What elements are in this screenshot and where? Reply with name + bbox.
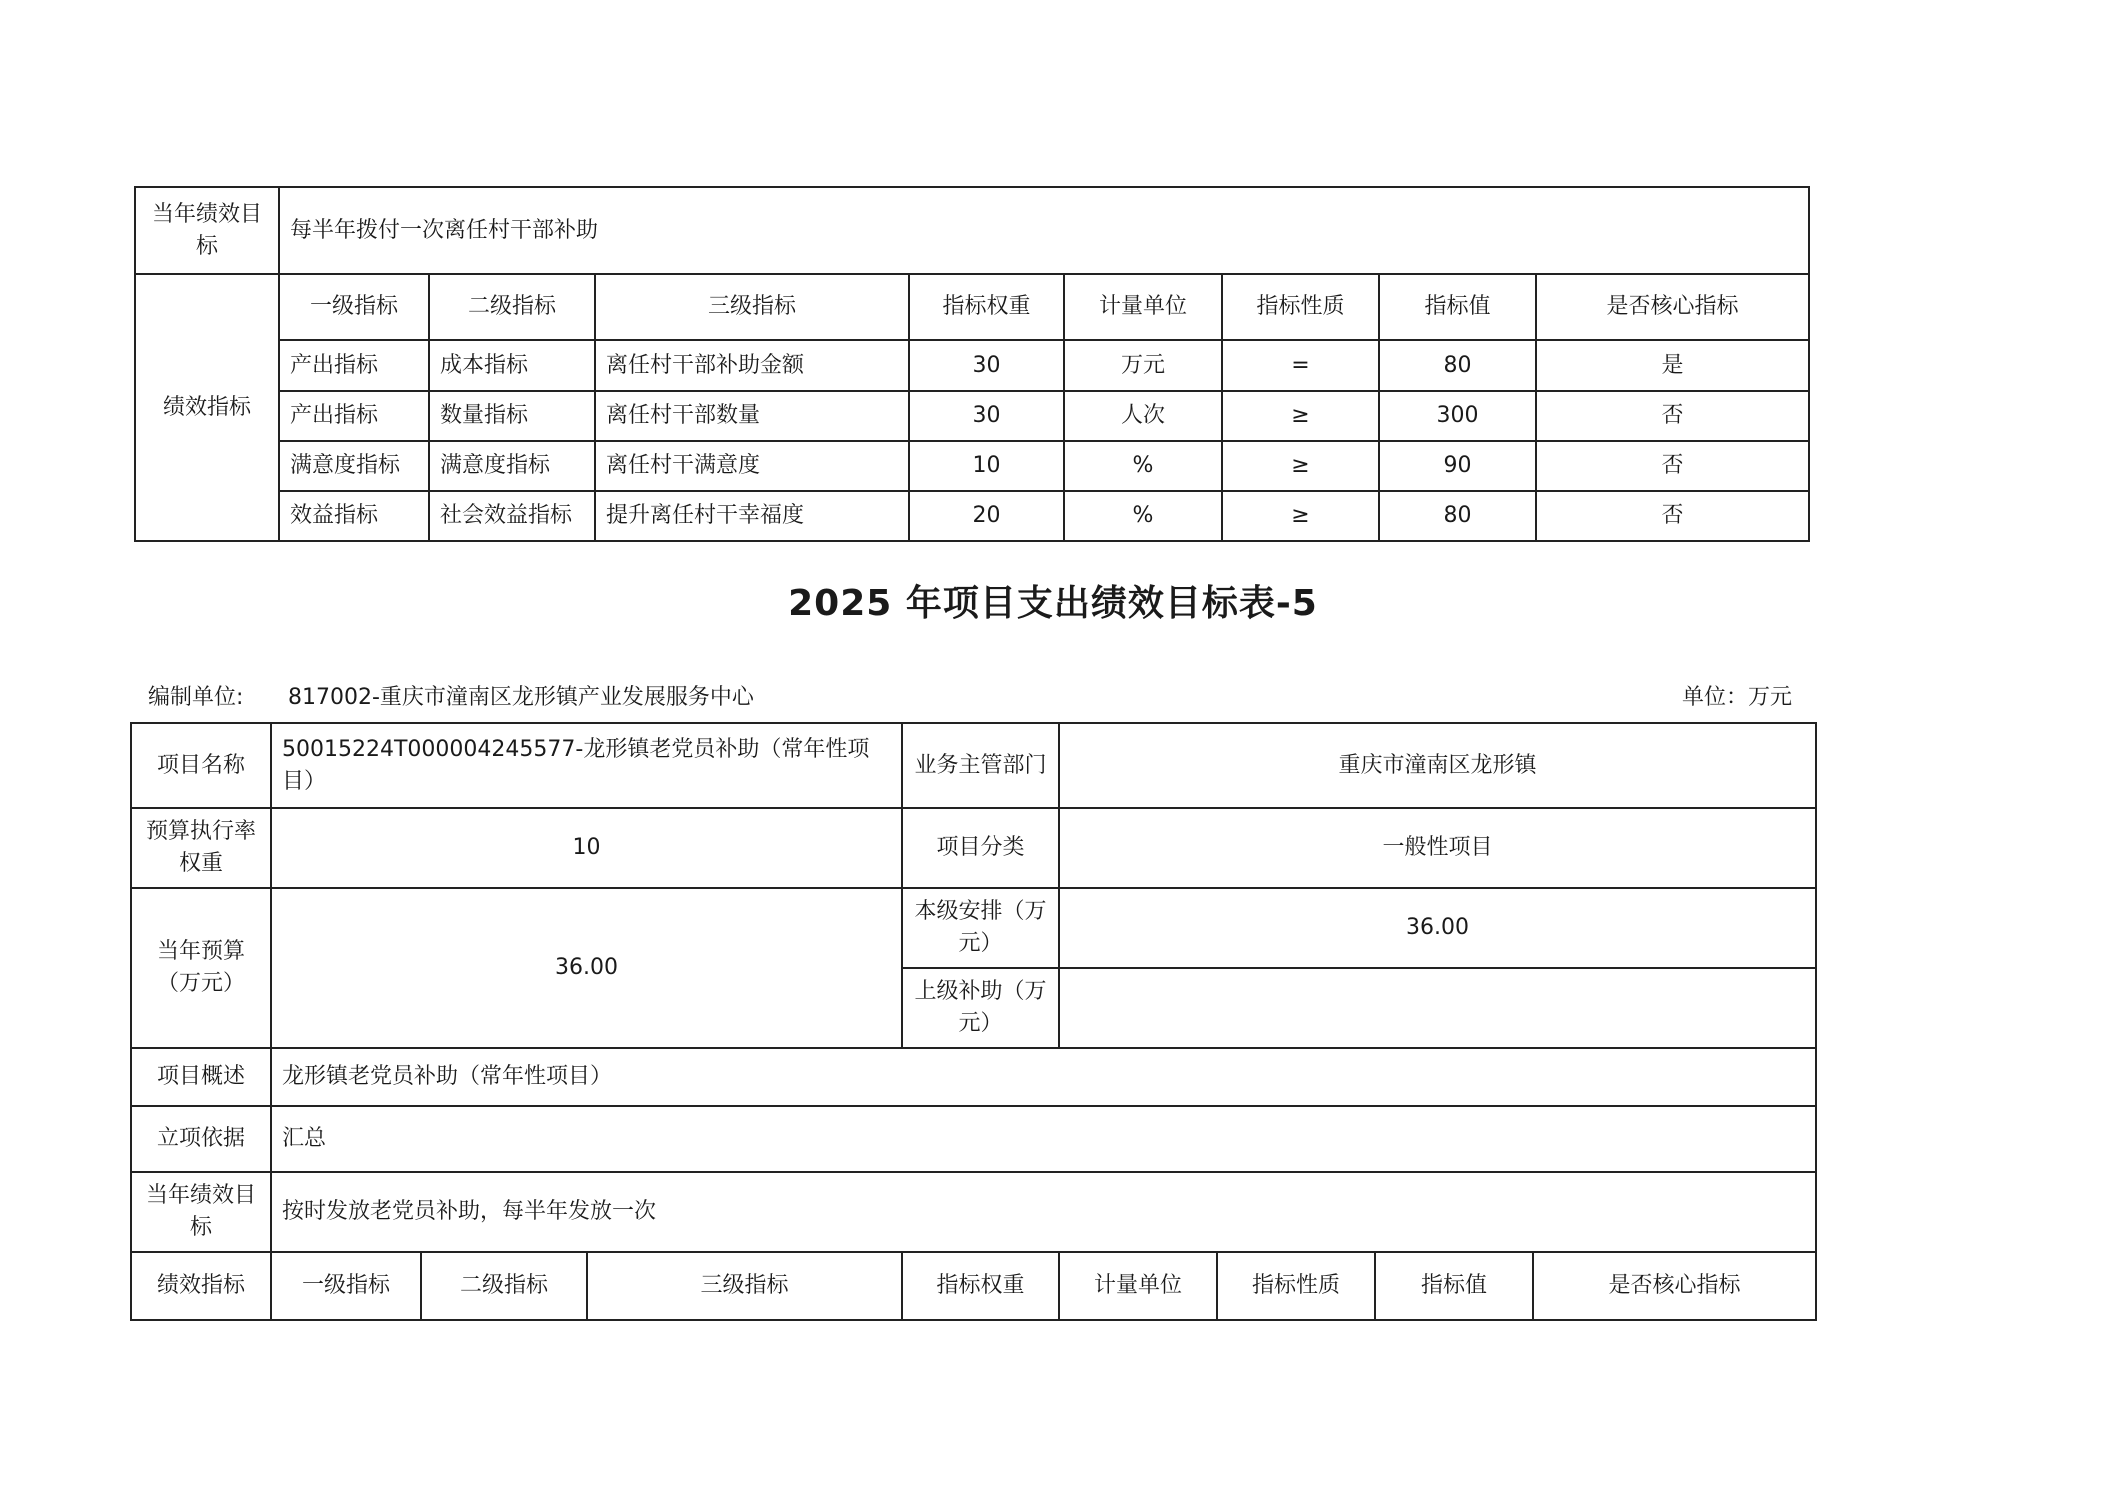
cell-nature: ≥	[1222, 391, 1379, 441]
cell-nature: ≥	[1222, 491, 1379, 541]
header-nature: 指标性质	[1217, 1252, 1375, 1320]
cell-core: 否	[1536, 391, 1809, 441]
cell-value: 300	[1379, 391, 1536, 441]
project-name-label: 项目名称	[131, 723, 271, 808]
cell-core: 否	[1536, 491, 1809, 541]
indicators-label: 绩效指标	[135, 274, 279, 541]
cell-weight: 30	[909, 391, 1064, 441]
cell-nature: =	[1222, 340, 1379, 391]
cell-level-2: 成本指标	[429, 340, 595, 391]
cell-level-1: 满意度指标	[279, 441, 429, 491]
header-core: 是否核心指标	[1533, 1252, 1816, 1320]
table-row	[135, 441, 1809, 491]
cell-core: 是	[1536, 340, 1809, 391]
header-nature: 指标性质	[1222, 274, 1379, 340]
performance-table-bottom	[130, 722, 1817, 1321]
annual-goal-row	[135, 187, 1809, 274]
basis-row	[131, 1106, 1816, 1172]
cell-weight: 20	[909, 491, 1064, 541]
annual-goal-label: 当年绩效目标	[135, 187, 279, 274]
basis-value: 汇总	[271, 1106, 1816, 1172]
cell-unit: %	[1064, 491, 1222, 541]
header-weight: 指标权重	[909, 274, 1064, 340]
performance-table-top	[134, 186, 1810, 542]
cell-value: 80	[1379, 491, 1536, 541]
org-unit-value: 817002-重庆市潼南区龙形镇产业发展服务中心	[288, 685, 754, 710]
budget-value: 36.00	[271, 888, 902, 1048]
goal-label: 当年绩效目标	[131, 1172, 271, 1252]
basis-label: 立项依据	[131, 1106, 271, 1172]
category-label: 项目分类	[902, 808, 1059, 888]
overview-row	[131, 1048, 1816, 1106]
project-name-row	[131, 723, 1816, 808]
header-value: 指标值	[1379, 274, 1536, 340]
cell-core: 否	[1536, 441, 1809, 491]
header-level-1: 一级指标	[271, 1252, 421, 1320]
overview-value: 龙形镇老党员补助（常年性项目）	[271, 1048, 1816, 1106]
indicators-label: 绩效指标	[131, 1252, 271, 1320]
upper-budget-value	[1059, 968, 1816, 1048]
header-unit: 计量单位	[1059, 1252, 1217, 1320]
cell-level-1: 产出指标	[279, 340, 429, 391]
dept-value: 重庆市潼南区龙形镇	[1059, 723, 1816, 808]
org-unit-label: 编制单位:	[148, 685, 244, 710]
header-level-3: 三级指标	[587, 1252, 902, 1320]
cell-level-3: 提升离任村干幸福度	[595, 491, 909, 541]
dept-label: 业务主管部门	[902, 723, 1059, 808]
cell-nature: ≥	[1222, 441, 1379, 491]
cell-level-2: 社会效益指标	[429, 491, 595, 541]
exec-rate-label: 预算执行率权重	[131, 808, 271, 888]
header-level-2: 二级指标	[429, 274, 595, 340]
cell-unit: 万元	[1064, 340, 1222, 391]
category-value: 一般性项目	[1059, 808, 1816, 888]
budget-label: 当年预算（万元）	[131, 888, 271, 1048]
indicator-header-row	[131, 1252, 1816, 1320]
cell-weight: 10	[909, 441, 1064, 491]
cell-level-1: 产出指标	[279, 391, 429, 441]
cell-value: 90	[1379, 441, 1536, 491]
goal-value: 按时发放老党员补助，每半年发放一次	[271, 1172, 1816, 1252]
goal-row	[131, 1172, 1816, 1252]
cell-level-3: 离任村干部补助金额	[595, 340, 909, 391]
header-value: 指标值	[1375, 1252, 1533, 1320]
annual-goal-value: 每半年拨付一次离任村干部补助	[279, 187, 1809, 274]
cell-level-3: 离任村干满意度	[595, 441, 909, 491]
cell-level-2: 满意度指标	[429, 441, 595, 491]
table-row	[135, 491, 1809, 541]
page-title: 2025 年项目支出绩效目标表-5	[788, 583, 1318, 624]
indicator-header-row	[135, 274, 1809, 340]
exec-rate-value: 10	[271, 808, 902, 888]
cell-unit: 人次	[1064, 391, 1222, 441]
cell-unit: %	[1064, 441, 1222, 491]
currency-unit: 单位：万元	[1682, 685, 1793, 710]
cell-level-3: 离任村干部数量	[595, 391, 909, 441]
local-budget-label: 本级安排（万元）	[902, 888, 1059, 968]
table-row	[135, 391, 1809, 441]
header-weight: 指标权重	[902, 1252, 1059, 1320]
cell-weight: 30	[909, 340, 1064, 391]
budget-row	[131, 888, 1816, 968]
header-level-3: 三级指标	[595, 274, 909, 340]
header-level-2: 二级指标	[421, 1252, 587, 1320]
overview-label: 项目概述	[131, 1048, 271, 1106]
header-level-1: 一级指标	[279, 274, 429, 340]
local-budget-value: 36.00	[1059, 888, 1816, 968]
upper-budget-label: 上级补助（万元）	[902, 968, 1059, 1048]
table-row	[135, 340, 1809, 391]
cell-level-1: 效益指标	[279, 491, 429, 541]
header-unit: 计量单位	[1064, 274, 1222, 340]
header-core: 是否核心指标	[1536, 274, 1809, 340]
cell-level-2: 数量指标	[429, 391, 595, 441]
cell-value: 80	[1379, 340, 1536, 391]
exec-rate-row	[131, 808, 1816, 888]
project-name-value: 50015224T000004245577-龙形镇老党员补助（常年性项目）	[271, 723, 902, 808]
